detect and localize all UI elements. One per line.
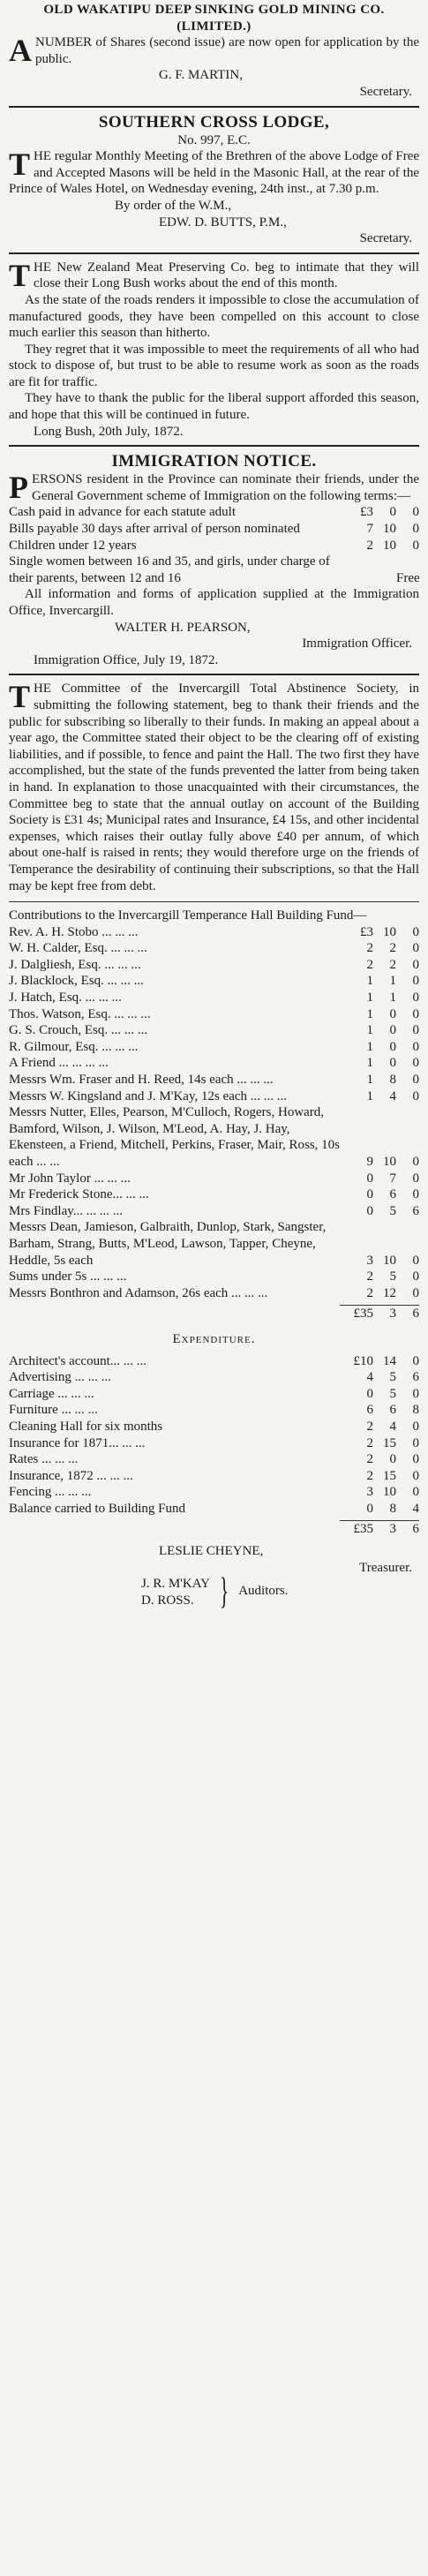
contribution-row-label: R. Gilmour, Esq. ... ... ... <box>9 1039 139 1054</box>
contribution-row-label: W. H. Calder, Esq. ... ... ... <box>9 941 147 956</box>
immigration-dateline: Immigration Office, July 19, 1872. <box>34 652 219 667</box>
shillings: 15 <box>383 1468 396 1483</box>
expenditure-row <box>9 1451 419 1468</box>
contribution-row-label: Mr Frederick Stone... ... ... <box>9 1187 149 1202</box>
shillings: 6 <box>389 1187 396 1202</box>
shillings: 8 <box>389 1073 396 1088</box>
expenditure-row-label: Insurance, 1872 ... ... ... <box>9 1468 133 1483</box>
pounds: 1 <box>366 974 373 989</box>
pounds: 2 <box>366 1285 373 1300</box>
term-row <box>9 521 419 538</box>
pounds: £10 <box>353 1353 373 1368</box>
shillings: 0 <box>389 1056 396 1071</box>
pence: 0 <box>412 1039 419 1054</box>
pence: 4 <box>412 1501 419 1516</box>
immigration-notice <box>9 450 419 668</box>
contribution-row-label: Sums under 5s ... ... ... <box>9 1269 127 1284</box>
lodge-signer: EDW. D. BUTTS, P.M., <box>159 215 287 230</box>
contribution-row-label: Messrs Nutter, Elles, Pearson, M'Culloch, Rogers, Howard, Bamford, Wilson, J. Wilson, M'Leod, A. Hay, J. Hay, Ekensteen, a Friend, Mitchell, Perkins, Fraser, Mair, Ross, 10s each ... ... <box>9 1105 340 1169</box>
immigration-text: ERSONS resident in the Province can nominate their friends, under the General Government scheme of Immigration on the following terms:— <box>32 472 419 503</box>
term-row-label: Single women between 16 and 35, and girls, under charge of their parents, between 12 and 16 <box>9 554 330 585</box>
shillings: 14 <box>383 1353 396 1368</box>
contribution-row <box>9 924 419 941</box>
shillings: 2 <box>389 941 396 956</box>
lodge-body <box>9 148 419 198</box>
pence: 0 <box>412 1452 419 1467</box>
pence: 0 <box>412 1353 419 1368</box>
immigration-body <box>9 471 419 504</box>
meat-co-dateline: Long Bush, 20th July, 1872. <box>34 424 184 439</box>
expenditure-row-amount <box>340 1419 419 1435</box>
contribution-row-label: Thos. Watson, Esq. ... ... ... <box>9 1006 151 1021</box>
mining-co-title: OLD WAKATIPU DEEP SINKING GOLD MINING CO. (LIMITED.) <box>43 3 385 34</box>
expenditure-row-label: Insurance for 1871... ... ... <box>9 1435 146 1450</box>
contribution-row <box>9 990 419 1006</box>
shillings: 12 <box>383 1285 396 1300</box>
expenditure-row <box>9 1468 419 1485</box>
pence: 0 <box>412 1285 419 1300</box>
pounds: 7 <box>366 522 373 537</box>
shillings: 5 <box>389 1386 396 1401</box>
total-shillings: 3 <box>389 1522 396 1537</box>
drop-cap: T <box>9 257 31 293</box>
pounds: 2 <box>366 1452 373 1467</box>
pence: 6 <box>412 1203 419 1218</box>
meat-co-notice <box>9 258 419 441</box>
shillings: 2 <box>389 957 396 972</box>
contribution-row-amount <box>340 957 419 974</box>
pence: 0 <box>412 924 419 939</box>
drop-cap: T <box>9 679 31 715</box>
contribution-row-label: Messrs W. Kingsland and J. M'Kay, 12s each ... ... ... <box>9 1088 288 1103</box>
expenditure-row <box>9 1369 419 1386</box>
pounds: 4 <box>366 1370 373 1385</box>
contribution-row-label: J. Hatch, Esq. ... ... ... <box>9 990 122 1006</box>
divider <box>9 901 419 902</box>
expenditure-row <box>9 1501 419 1518</box>
expenditure-row-label: Rates ... ... ... <box>9 1452 79 1467</box>
contribution-row-amount <box>340 1088 419 1105</box>
contribution-row-amount <box>340 1072 419 1088</box>
shillings: 7 <box>389 1171 396 1186</box>
pence: 0 <box>412 505 419 520</box>
contribution-row <box>9 1269 419 1285</box>
expenditure-row <box>9 1402 419 1419</box>
pounds: 3 <box>366 1253 373 1268</box>
contribution-row <box>9 1285 419 1302</box>
expenditure-row-amount <box>340 1501 419 1518</box>
lodge-text: HE regular Monthly Meeting of the Brethren of the above Lodge of Free and Accepted Masons will be held in the Masonic Hall, at the rear of the Prince of Wales Hotel, on Wednesday evening, 24th inst., at 7.30 p.m. <box>9 149 419 197</box>
shillings <box>373 570 396 587</box>
temperance-body <box>9 681 419 894</box>
pounds: 3 <box>366 1485 373 1500</box>
temperance-notice <box>9 679 419 1613</box>
expenditure-row <box>9 1484 419 1501</box>
expenditure-total <box>9 1521 419 1538</box>
pence: 0 <box>412 1155 419 1169</box>
pounds: 2 <box>366 941 373 956</box>
expenditure-row <box>9 1353 419 1370</box>
pounds: £3 <box>360 924 373 939</box>
expenditure-row-label: Advertising ... ... ... <box>9 1370 111 1385</box>
term-row-amount <box>340 504 419 521</box>
contributions-list <box>9 924 419 1302</box>
pounds: 0 <box>366 1501 373 1516</box>
expenditure-row-amount <box>340 1386 419 1403</box>
contribution-row <box>9 957 419 974</box>
expenditure-list <box>9 1353 419 1518</box>
pence: 0 <box>412 1088 419 1103</box>
lodge-order: By order of the W.M., <box>115 198 232 213</box>
term-row-label: Bills payable 30 days after arrival of person nominated <box>9 522 300 537</box>
shillings: 5 <box>389 1203 396 1218</box>
expenditure-row-label: Balance carried to Building Fund <box>9 1501 185 1516</box>
pence: 0 <box>412 974 419 989</box>
term-row <box>9 554 419 586</box>
contribution-row <box>9 1171 419 1187</box>
immigration-info: All information and forms of application supplied at the Immigration Office, Invercargill. <box>9 587 419 618</box>
term-row <box>9 538 419 554</box>
contributions-total <box>9 1306 419 1322</box>
immigration-signer-title: Immigration Officer. <box>302 636 412 652</box>
expenditure-row-amount <box>340 1353 419 1370</box>
shillings: 6 <box>389 1403 396 1418</box>
contribution-row <box>9 1055 419 1072</box>
pounds <box>340 570 373 587</box>
shillings: 8 <box>389 1501 396 1516</box>
lodge-signer-title: Secretary. <box>359 231 412 246</box>
contribution-row-amount <box>340 1006 419 1023</box>
pence: Free <box>396 570 420 585</box>
contribution-row-label: Mrs Findlay... ... ... ... <box>9 1203 124 1218</box>
shillings: 1 <box>389 990 396 1006</box>
shillings: 10 <box>383 1155 396 1169</box>
term-row-label: Children under 12 years <box>9 538 137 553</box>
term-row-label: Cash paid in advance for each statute adult <box>9 505 236 520</box>
pence: 0 <box>412 1485 419 1500</box>
total-pence: 6 <box>412 1307 419 1322</box>
pounds: 1 <box>366 1056 373 1071</box>
shillings: 5 <box>389 1370 396 1385</box>
contribution-row <box>9 1072 419 1088</box>
auditor-1: J. R. M'KAY <box>141 1577 211 1592</box>
pence: 0 <box>412 990 419 1006</box>
mining-co-body <box>9 34 419 67</box>
pounds: £3 <box>360 505 373 520</box>
lodge-subtitle: No. 997, E.C. <box>177 132 251 147</box>
pounds: 1 <box>366 1073 373 1088</box>
contribution-row <box>9 1006 419 1023</box>
fund-title: Contributions to the Invercargill Temperance Hall Building Fund— <box>9 908 367 923</box>
pence: 0 <box>412 1006 419 1021</box>
mining-co-signer: G. F. MARTIN, <box>159 68 243 83</box>
pounds: 0 <box>366 1187 373 1202</box>
pounds: 1 <box>366 990 373 1006</box>
contribution-row-label: Messrs Wm. Fraser and H. Reed, 14s each ... ... ... <box>9 1073 274 1088</box>
pence: 0 <box>412 1073 419 1088</box>
expenditure-row-label: Fencing ... ... ... <box>9 1485 92 1500</box>
meat-co-p2: As the state of the roads renders it impossible to close the accumulation of manufactured goods, they have been compelled on this account to close much earlier this season than hitherto. <box>9 292 419 341</box>
expenditure-row-amount <box>340 1402 419 1419</box>
pounds: 1 <box>366 1006 373 1021</box>
contribution-row <box>9 1219 419 1269</box>
shillings: 10 <box>383 522 396 537</box>
expenditure-title: Expenditure. <box>172 1331 256 1346</box>
expenditure-row <box>9 1435 419 1452</box>
shillings: 0 <box>389 1452 396 1467</box>
expenditure-row-label: Furniture ... ... ... <box>9 1403 98 1418</box>
contribution-row-label: Messrs Dean, Jamieson, Galbraith, Dunlop, Stark, Sangster, Barham, Strang, Butts, M'Leod, Lawson, Tapper, Cheyne, Heddle, 5s each <box>9 1220 327 1268</box>
divider <box>9 445 419 447</box>
contribution-row <box>9 940 419 957</box>
shillings: 10 <box>383 1253 396 1268</box>
auditors-label: Auditors. <box>238 1584 289 1599</box>
shillings: 1 <box>389 974 396 989</box>
total-pounds: £35 <box>353 1307 373 1322</box>
auditor-names <box>141 1576 210 1608</box>
contribution-row-amount <box>340 1055 419 1072</box>
term-row-amount <box>340 570 419 587</box>
pence: 0 <box>412 1435 419 1450</box>
contribution-row-amount <box>340 1269 419 1285</box>
pence: 0 <box>412 522 419 537</box>
pounds: 2 <box>366 1468 373 1483</box>
pounds: 0 <box>366 1203 373 1218</box>
lodge-title: SOUTHERN CROSS LODGE, <box>98 112 330 132</box>
shillings: 4 <box>389 1088 396 1103</box>
pence: 0 <box>412 1187 419 1202</box>
mining-co-text: NUMBER of Shares (second issue) are now open for application by the public. <box>35 35 419 66</box>
pounds: 2 <box>366 1419 373 1434</box>
pence: 0 <box>412 1468 419 1483</box>
contribution-row-amount <box>340 1253 419 1269</box>
drop-cap: T <box>9 147 31 183</box>
shillings: 10 <box>383 924 396 939</box>
shillings: 10 <box>383 1485 396 1500</box>
pence: 0 <box>412 941 419 956</box>
divider <box>9 674 419 675</box>
contribution-row-amount <box>340 1171 419 1187</box>
lodge-notice <box>9 111 419 247</box>
term-row <box>9 504 419 521</box>
treasurer-name: LESLIE CHEYNE, <box>159 1544 264 1559</box>
contribution-row-amount <box>340 1154 419 1171</box>
total-pence: 6 <box>412 1522 419 1537</box>
pounds: 0 <box>366 1171 373 1186</box>
total-pounds: £35 <box>353 1522 373 1537</box>
contribution-row-label: Mr John Taylor ... ... ... <box>9 1171 131 1186</box>
contribution-row-label: Rev. A. H. Stobo ... ... ... <box>9 924 139 939</box>
pounds: 2 <box>366 538 373 553</box>
shillings: 10 <box>383 538 396 553</box>
expenditure-row-amount <box>340 1484 419 1501</box>
immigration-terms <box>9 504 419 586</box>
brace-icon: } <box>220 1571 229 1613</box>
pounds: 2 <box>366 1435 373 1450</box>
contribution-row <box>9 1039 419 1056</box>
contribution-row <box>9 1022 419 1039</box>
pence: 0 <box>412 1419 419 1434</box>
contribution-row-amount <box>340 990 419 1006</box>
mining-co-signer-title: Secretary. <box>359 84 412 99</box>
pence: 0 <box>412 957 419 972</box>
pence: 0 <box>412 538 419 553</box>
auditor-2: D. ROSS. <box>141 1593 194 1608</box>
auditors-block <box>9 1571 419 1613</box>
contribution-row <box>9 1104 419 1170</box>
term-row-amount <box>340 521 419 538</box>
expenditure-row <box>9 1386 419 1403</box>
contribution-row-amount <box>340 1186 419 1203</box>
pence: 8 <box>412 1403 419 1418</box>
term-row-amount <box>340 538 419 554</box>
pence: 0 <box>412 1056 419 1071</box>
contribution-row-amount <box>340 1022 419 1039</box>
pounds: 2 <box>366 957 373 972</box>
expenditure-row-label: Carriage ... ... ... <box>9 1386 94 1401</box>
expenditure-row-amount <box>340 1468 419 1485</box>
contribution-row <box>9 1186 419 1203</box>
expenditure-row-amount <box>340 1435 419 1452</box>
pounds: 1 <box>366 1088 373 1103</box>
expenditure-row-amount <box>340 1451 419 1468</box>
treasurer-title: Treasurer. <box>359 1560 412 1575</box>
total-shillings: 3 <box>389 1307 396 1322</box>
pence: 0 <box>412 1023 419 1038</box>
pounds: 2 <box>366 1269 373 1284</box>
contribution-row-amount <box>340 973 419 990</box>
contribution-row <box>9 1088 419 1105</box>
drop-cap: P <box>9 470 28 506</box>
contribution-row-label: J. Blacklock, Esq. ... ... ... <box>9 974 144 989</box>
contribution-row-amount <box>340 940 419 957</box>
drop-cap: A <box>9 33 32 69</box>
pounds: 6 <box>366 1403 373 1418</box>
meat-co-p4: They have to thank the public for the liberal support afforded this season, and hope that this will be continued in future. <box>9 391 419 423</box>
contribution-row-amount <box>340 924 419 941</box>
expenditure-row-amount <box>340 1369 419 1386</box>
temperance-text: HE Committee of the Invercargill Total Abstinence Society, in submitting the following statement, beg to thank their friends and the public for subscribing so liberally to their funds. In making an appeal about a year ago, the Committee stated their object to be the clearing off of existing liabilities, and if possible, to fence and paint the Hall. The two first they have accomplished, but the state of the funds prevented the latter from being taken in hand. In explanation to those unacquainted with their circumstances, the Committee beg to state that the annual outlay on account of the Building Society is £31 4s; Municipal rates and Insurance, £4 15s, and other incidental expenses, which raises their outlay fully above £40 per annum, of which about one-half is raised in rents; they would therefore urge on the friends of Temperance the desirability of continuing their subscriptions, so that the Hall may be kept free from debt. <box>9 682 419 893</box>
pence: 0 <box>412 1253 419 1268</box>
pence: 6 <box>412 1370 419 1385</box>
contribution-row-amount <box>340 1039 419 1056</box>
contribution-row-label: Messrs Bonthron and Adamson, 26s each ... ... ... <box>9 1285 268 1300</box>
immigration-signer: WALTER H. PEARSON, <box>115 620 251 635</box>
expenditure-row-label: Architect's account... ... ... <box>9 1353 146 1368</box>
pounds: 0 <box>366 1386 373 1401</box>
pence: 0 <box>412 1269 419 1284</box>
mining-co-notice <box>9 0 419 101</box>
pence: 0 <box>412 1171 419 1186</box>
divider <box>9 106 419 108</box>
contribution-row-amount <box>340 1203 419 1220</box>
shillings: 0 <box>389 1039 396 1054</box>
contribution-row-label: J. Dalgliesh, Esq. ... ... ... <box>9 957 141 972</box>
expenditure-row <box>9 1419 419 1435</box>
shillings: 0 <box>389 1023 396 1038</box>
meat-co-p3: They regret that it was impossible to meet the requirements of all who had stock to dispose of, but trust to be able to resume work as soon as the roads are fit for traffic. <box>9 342 419 389</box>
contribution-row-label: A Friend ... ... ... ... <box>9 1056 109 1071</box>
contribution-row <box>9 973 419 990</box>
meat-co-p1 <box>9 257 419 293</box>
contribution-row-amount <box>340 1285 419 1302</box>
pence: 0 <box>412 1386 419 1401</box>
shillings: 0 <box>389 505 396 520</box>
expenditure-row-label: Cleaning Hall for six months <box>9 1419 163 1434</box>
shillings: 5 <box>389 1269 396 1284</box>
divider <box>9 252 419 254</box>
contribution-row <box>9 1203 419 1220</box>
meat-co-text-1: HE New Zealand Meat Preserving Co. beg to intimate that they will close their Long Bush works about the end of this month. <box>34 260 419 291</box>
contribution-row-label: G. S. Crouch, Esq. ... ... ... <box>9 1023 148 1038</box>
shillings: 4 <box>389 1419 396 1434</box>
shillings: 0 <box>389 1006 396 1021</box>
pounds: 1 <box>366 1023 373 1038</box>
newspaper-column <box>9 0 420 1613</box>
pounds: 9 <box>366 1155 373 1169</box>
pounds: 1 <box>366 1039 373 1054</box>
immigration-title: IMMIGRATION NOTICE. <box>111 452 317 471</box>
shillings: 15 <box>383 1435 396 1450</box>
